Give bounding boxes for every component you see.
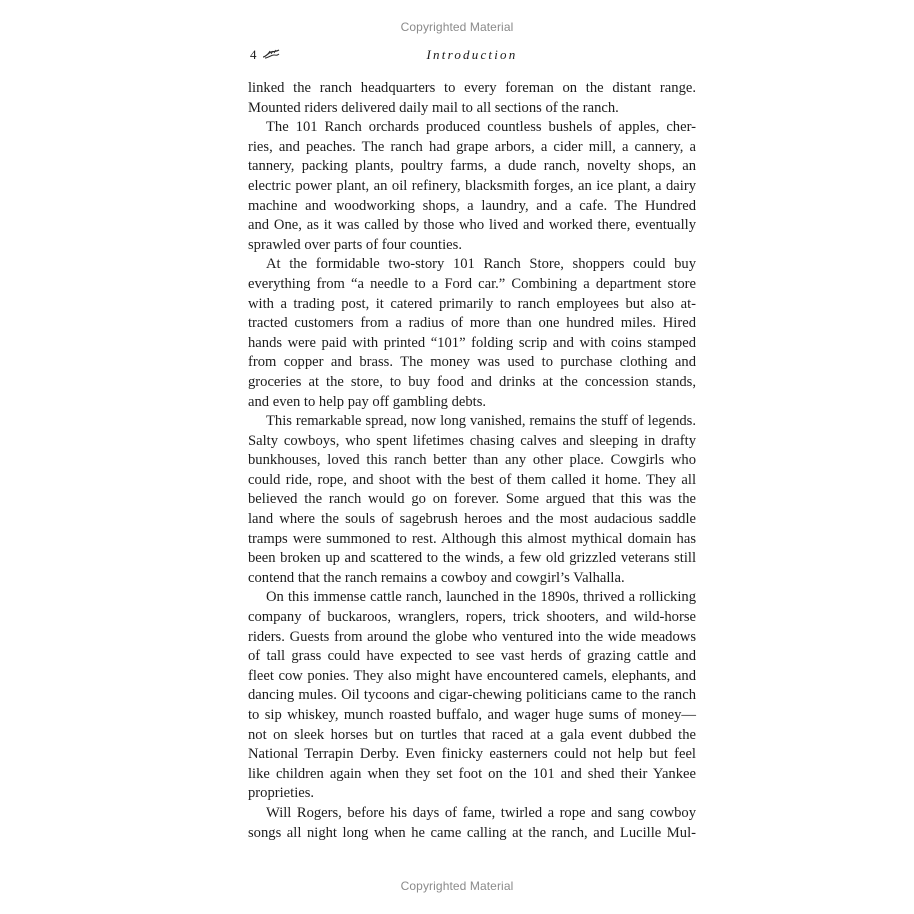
text-line: contend that the ranch remains a cowboy and cowgirl’s Valhalla. [248,569,625,586]
text-line: riders. Guests from around the globe who ventured into the wide meadows [248,628,696,645]
paragraph [248,804,696,843]
paragraph [248,79,696,118]
copyright-watermark-top: Copyrighted Material [400,20,514,34]
text-line: everything from “a needle to a Ford car.” Combining a department store [248,275,696,292]
text-line: tannery, packing plants, poultry farms, a dude ranch, novelty shops, an [248,158,696,175]
text-line: proprieties. [248,785,315,802]
text-line: sprawled over parts of four counties. [248,236,462,253]
text-line: This remarkable spread, now long vanished, remains the stuff of legends. [266,413,696,430]
text-line: songs all night long when he came calling at the ranch, and Lucille Mul- [248,824,696,841]
text-line: The 101 Ranch orchards produced countless bushels of apples, cher- [266,119,696,136]
text-line: electric power plant, an oil refinery, blacksmith forges, an ice plant, a dairy [248,177,696,194]
paragraph [248,588,696,804]
text-line: company of buckaroos, wranglers, ropers, trick shooters, and wild-horse [248,609,696,626]
text-line: On this immense cattle ranch, launched in the 1890s, thrived a rollicking [266,589,696,606]
chapter-title: Introduction [426,47,518,62]
text-line: bunkhouses, loved this ranch better than any other place. Cowgirls who [248,452,696,469]
paragraph [248,412,696,588]
text-line: Salty cowboys, who spent lifetimes chasing calves and sleeping in drafty [248,432,696,449]
text-line: believed the ranch would go on forever. Some argued that this was the [248,491,696,508]
text-line: hands were paid with printed “101” folding scrip and with coins stamped [248,334,696,351]
text-line: National Terrapin Derby. Even finicky easterners could not help but feel [248,746,696,763]
text-line: dancing mules. Oil tycoons and cigar-chewing politicians came to the ranch [248,687,696,704]
paragraph [248,255,696,412]
text-line: been broken up and scattered to the winds, a few old grizzled veterans still [248,550,696,567]
paragraph [248,118,696,255]
text-line: tracted customers from a radius of more than one hundred miles. Hired [248,315,696,332]
text-line: Mounted riders delivered daily mail to all sections of the ranch. [248,99,619,116]
text-line: land where the souls of sagebrush heroes and the most audacious saddle [248,511,696,528]
text-line: like children again when they set foot on the 101 and shed their Yankee [248,765,696,782]
text-line: ries, and peaches. The ranch had grape arbors, a cider mill, a cannery, a [248,138,696,155]
text-line: tramps were summoned to rest. Although this almost mythical domain has [248,530,696,547]
text-line: Will Rogers, before his days of fame, twirled a rope and sang cowboy [266,804,696,821]
text-line: with a trading post, it catered primarily to ranch employees but also at- [248,295,696,312]
text-line: of tall grass could have expected to see vast herds of grazing cattle and [248,648,696,665]
text-line: not on sleek horses but on turtles that raced at a gala event dubbed the [248,726,696,743]
text-line: groceries at the store, to buy food and drinks at the concession stands, [248,373,696,390]
text-line: to sip whiskey, munch roasted buffalo, and wager huge sums of money— [248,707,696,723]
text-line: fleet cow ponies. They also might have encountered camels, elephants, and [248,667,696,684]
text-line: could ride, rope, and shoot with the best of them called it home. They all [248,471,696,488]
text-line: At the formidable two-story 101 Ranch Store, shoppers could buy [266,256,696,273]
copyright-watermark-bottom: Copyrighted Material [400,879,514,893]
text-line: and even to help pay off gambling debts. [248,393,487,410]
body-text [248,79,696,843]
text-line: machine and woodworking shops, a laundry, and a cafe. The Hundred [248,197,696,214]
page-number: 4 [250,47,257,62]
text-line: linked the ranch headquarters to every foreman on the distant range. [248,80,696,96]
text-line: and One, as it was called by those who lived and worked there, eventually [248,217,696,234]
text-line: from copper and brass. The money was used to purchase clothing and [248,354,696,371]
running-head [248,47,696,65]
